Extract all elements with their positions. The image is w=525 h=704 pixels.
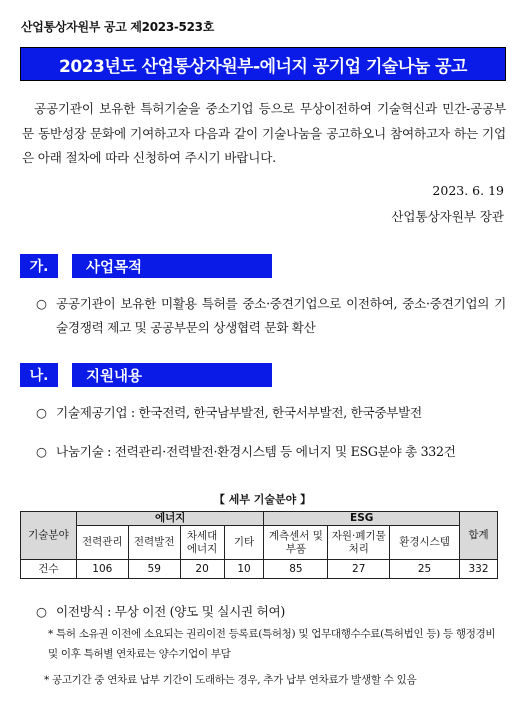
bullet-text: 이전방식 : 무상 이전 (양도 및 실시권 허여) (56, 604, 285, 619)
circle-bullet-icon: ○ (36, 604, 47, 619)
circle-bullet-icon: ○ (36, 296, 47, 311)
total-header: 합계 (459, 512, 497, 560)
table-cell: 25 (390, 560, 460, 579)
footnote-annuity: * 공고기간 중 연차료 납부 기간이 도래하는 경우, 추가 납부 연차료가 발생할 수 있음 (44, 674, 417, 686)
transfer-bullet (36, 600, 506, 624)
count-label: 건수 (21, 560, 77, 579)
circle-bullet-icon: ○ (36, 444, 47, 459)
bullet-text: 나눔기술 : 전력관리·전력발전·환경시스템 등 에너지 및 ESG분야 총 332건 (56, 444, 456, 459)
notice-number: 산업통상자원부 공고 제2023-523호 (21, 20, 214, 34)
footnote-fees: * 특허 소유권 이전에 소요되는 권리이전 등록료(특허청) 및 업무대행수수료(특허법인 등) 등 행정경비 및 이후 특허별 연차료는 양수기업이 부담 (48, 628, 496, 660)
provider-bullet (36, 401, 506, 425)
notice-title: 2023년도 산업통상자원부-에너지 공기업 기술나눔 공고 (20, 47, 506, 81)
tech-bullet (36, 440, 506, 464)
notice-date: 2023. 6. 19 (432, 183, 504, 198)
section-number: 가. (20, 254, 58, 278)
column-header: 전력관리 (76, 526, 128, 560)
table-caption: 【 세부 기술분야 】 (213, 493, 312, 506)
section-number: 나. (20, 363, 58, 387)
circle-bullet-icon: ○ (36, 405, 47, 420)
table-cell: 20 (180, 560, 224, 579)
tech-field-table (20, 511, 498, 579)
section-label: 사업목적 (72, 254, 272, 278)
group-energy: 에너지 (76, 512, 264, 526)
section-label: 지원내용 (72, 363, 272, 387)
column-header: 차세대 에너지 (180, 526, 224, 560)
table-cell: 106 (76, 560, 128, 579)
row-header: 기술분야 (21, 512, 77, 560)
signer: 산업통상자원부 장관 (391, 209, 504, 224)
column-header: 전력발전 (128, 526, 180, 560)
column-header: 자원·폐기물 처리 (328, 526, 390, 560)
bullet-text: 공공기관이 보유한 미활용 특허를 중소·중견기업으로 이전하여, 중소·중견기업의 기술경쟁력 제고 및 공공부문의 상생협력 문화 확산 (56, 296, 506, 335)
bullet-text: 기술제공기업 : 한국전력, 한국남부발전, 한국서부발전, 한국중부발전 (56, 405, 422, 420)
purpose-bullet (36, 292, 506, 340)
intro-paragraph: 공공기관이 보유한 특허기술을 중소기업 등으로 무상이전하여 기술혁신과 민간-공공부문 동반성장 문화에 기여하고자 다음과 같이 기술나눔을 공고하오니 참여하고자 하는 기업은 아래 절차에 따라 신청하여 주시기 바랍니다. (22, 101, 506, 165)
table-cell: 27 (328, 560, 390, 579)
group-esg: ESG (264, 512, 460, 526)
column-header: 계측센서 및 부품 (264, 526, 328, 560)
column-header: 기타 (224, 526, 264, 560)
table-cell: 85 (264, 560, 328, 579)
table-cell: 59 (128, 560, 180, 579)
table-cell: 10 (224, 560, 264, 579)
table-total: 332 (459, 560, 497, 579)
column-header: 환경시스템 (390, 526, 460, 560)
